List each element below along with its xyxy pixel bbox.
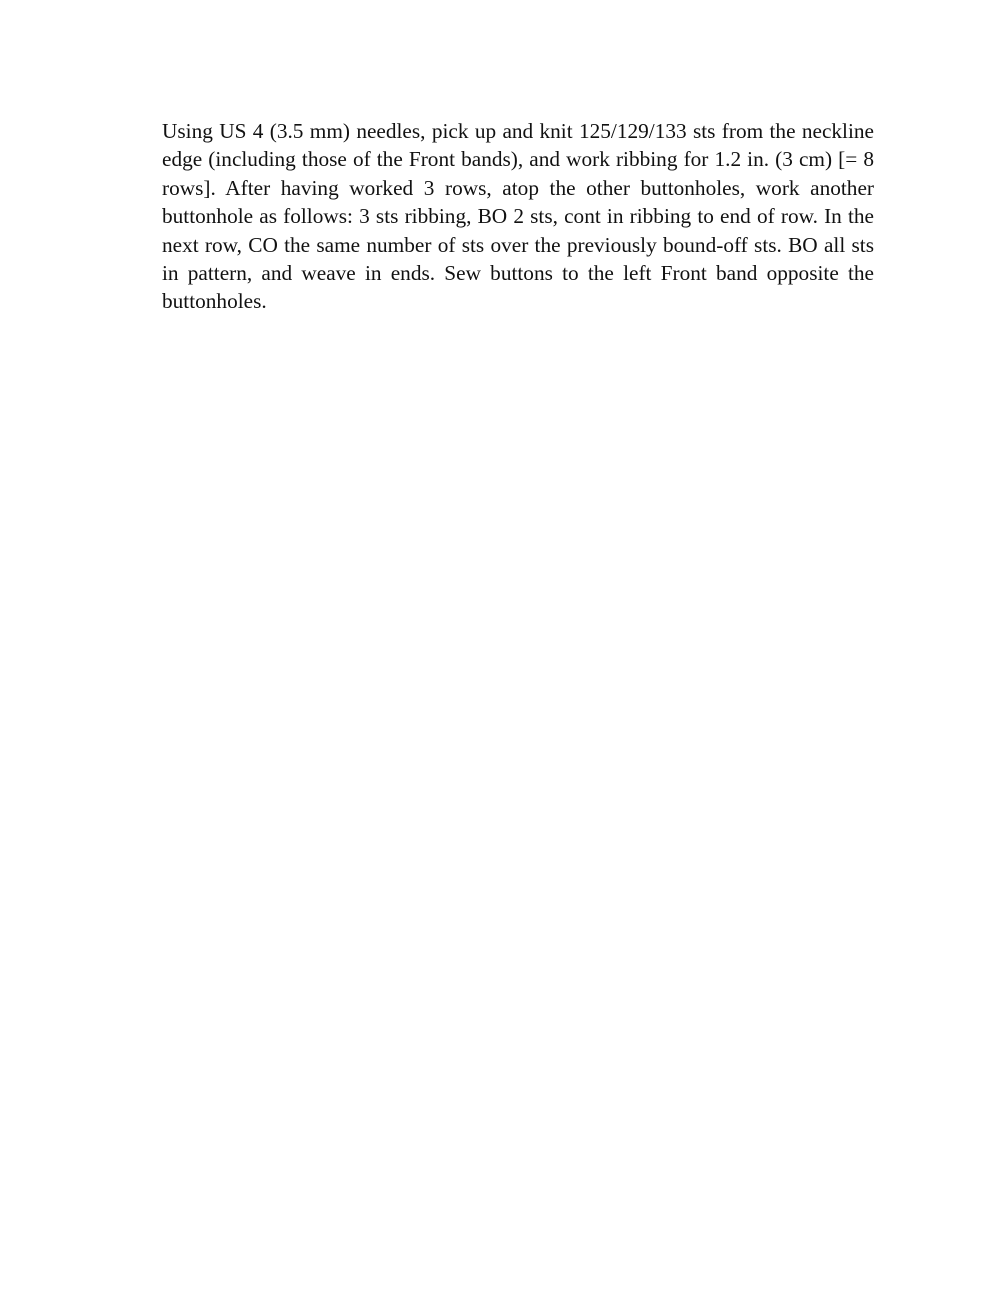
instruction-paragraph: Using US 4 (3.5 mm) needles, pick up and knit 125/129/133 sts from the neckline edge (including those of the Front bands), and work ribbing for 1.2 in. (3 cm) [= 8 rows]. After having worked 3 rows, atop the other buttonholes, work another buttonhole as follows: 3 sts ribbing, BO 2 sts, cont in ribbing to end of row. In the next row, CO the same number of sts over the previously bound-off sts. BO all sts in pattern, and weave in ends. Sew buttons to the left Front band opposite the buttonholes. xyxy=(162,119,874,314)
